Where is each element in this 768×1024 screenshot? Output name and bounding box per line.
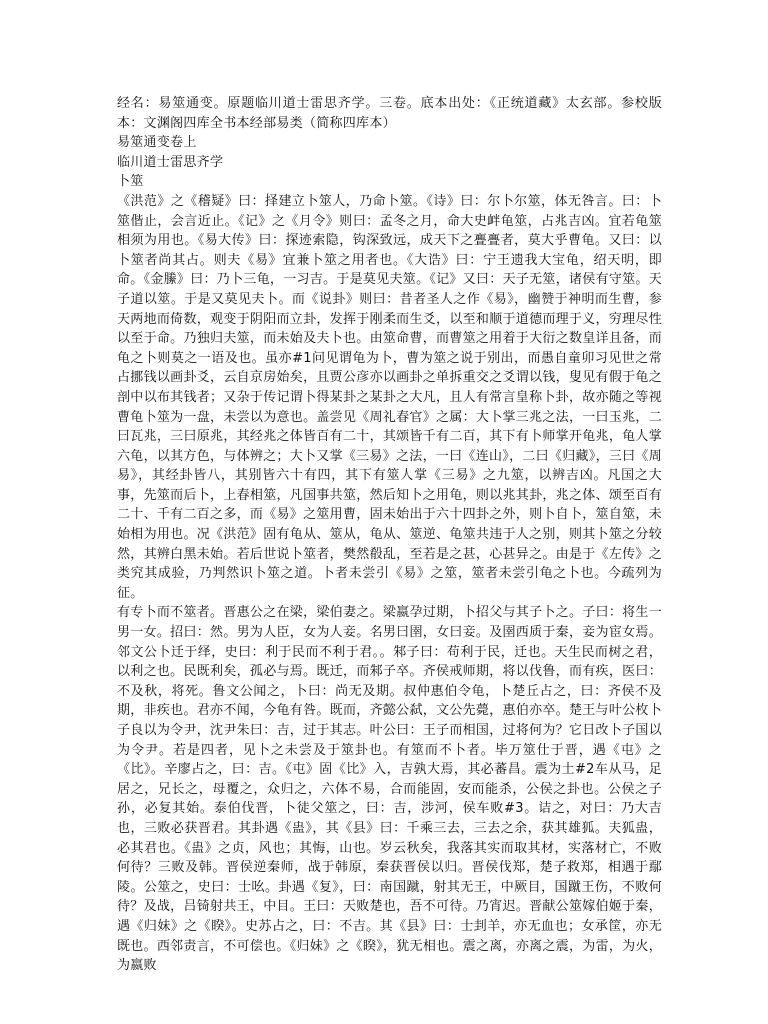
paragraph-2: 有专卜而不筮者。晋惠公之在梁，梁伯妻之。梁嬴孕过期，卜招父与其子卜之。子曰：将生一男一女。招曰：然。男为人臣，女为人妾。名男曰圉，女曰妾。及圉西质于秦，妾为宦女焉。邻文公卜迁于绎，史曰：利于民而不利于君。。邾子曰：苟利于民，迁也。天生民而树之君，以利之也。民既利矣，孤必与焉。既迁，而邾子卒。齐侯戒师期，将以伐鲁，而有疾，医曰：不及秋，将死。鲁文公闻之，卜曰：尚无及期。叔仲惠伯令龟，卜楚丘占之，曰：齐侯不及期，非疾也。君亦不闻，今龟有咎。既而，齐懿公弑，文公先薨，惠伯亦卒。楚王与叶公枚卜子良以为令尹，沈尹朱曰：吉，过于其志。叶公曰：王子而相国，过将何为？它日改卜子国以为令尹。若是四者，见卜之未尝及于筮卦也。有筮而不卜者。毕万筮仕于晋，遇《屯》之《比》。辛廖占之，曰：吉。《屯》固《比》入，吉孰大焉，其必蕃昌。震为土#2车从马，足居之，兄长之，母覆之，众归之，六体不易，合而能固，安而能杀，公侯之卦也。公侯之子孙，必复其始。泰伯伐晋，卜徒父筮之，曰：吉，涉河，侯车败#3。诘之，对曰：乃大吉也，三败必获晋君。其卦遇《蛊》，其《县》曰：千乘三去，三去之余，获其雄狐。夫狐蛊，必其君也。《蛊》之贞，风也；其悔，山也。岁云秋矣，我落其实而取其材，实落材亡，不败何待？三败及韩。晋侯逆秦师，战于韩原，秦获晋侯以归。晋侯伐郑，楚子救郑，相遇于鄢陵。公筮之，史曰：士吆。卦遇《复》，曰：南国蹴，射其无王，中厥目，国蹴王伤，不败何待？及战，吕锜射共王，中目。王曰：天败楚也，吾不可待。乃宵迟。晋献公筮嫁伯姬于秦，遇《归妹》之《睽》。史苏占之，曰：不吉。其《县》曰：士刲羊，亦无血也；女承筐，亦无既也。西邻责言，不可偿也。《归妹》之《睽》，犹无相也。震之离，亦离之震，为雷，为火，为嬴败: [117, 605, 662, 974]
section-title: 卜筮: [117, 174, 144, 190]
author-line: 临川道士雷思齐学: [117, 154, 224, 170]
document-body: [117, 94, 662, 976]
paragraph-1: 《洪范》之《稽疑》曰：择建立卜筮人，乃命卜筮。《诗》曰：尔卜尔筮，体无咎言。曰：卜筮偕止，会言近止。《记》之《月令》则曰：孟冬之月，命大史衅龟筮，占兆吉凶。宜若龟筮相须为用也。《易大传》曰：探迹索隐，钩深致远，成天下之亹亹者，莫大乎曹龟。又曰：以卜筮者尚其占。则夫《易》宜兼卜筮之用者也。《大诰》曰：宁王遗我大宝龟，绍天明，即命。《金縢》曰：乃卜三龟，一习吉。于是莫见夫筮。《记》又曰：天子无筮，诸侯有守筮。天子道以筮。于是又莫见夫卜。而《说卦》则曰：昔者圣人之作《易》，幽赞于神明而生曹，参天两地而倚数，观变于阴阳而立卦，发挥于刚柔而生爻，以至和顺于道德而理于义，穷理尽性以至于命。乃独归夫筮，而未始及夫卜也。由筮命曹，而曹筮之用着于大衍之数皇详且备，而龟之卜则莫之一语及也。虽亦#1问见谓龟为卜，曹为筮之说于别出，而愚自童卯习见世之常占挪钱以画卦爻，云自京房始矣，且贾公彦亦以画卦之单拆重交之爻谓以钱，叟见有假于龟之剖中以布其钱者；又杂于传记谓卜得某卦之某卦之大凡，且人有常言皇称卜卦，故亦随之等视曹龟卜筮为一盘，未尝以为意也。盖尝见《周礼春官》之属：大卜掌三兆之法，一曰玉兆，二曰瓦兆，三曰原兆，其经兆之体皆百有二十，其颂皆千有二百，其下有卜师掌开龟兆，龟人掌六龟，以其方色，与体辨之；大卜又掌《三易》之法，一曰《连山》，二曰《归藏》，三曰《周易》，其经卦皆八，其别皆六十有四，其下有筮人掌《三易》之九筮，以辨吉凶。凡国之大事，先筮而后卜，上春相筮，凡国事共筮，然后知卜之用龟，则以兆其卦，兆之体、颂至百有二十、千有二百之多，而《易》之筮用曹，固未始出于六十四卦之外，则卜自卜，筮自筮，未始相为用也。况《洪范》固有龟从、筮从，龟从、筮逆、龟筮共违于人之别，则其卜筮之分较然，其辨白黑未始。若后世说卜筮者，樊然殽乱，至若是之甚，心甚异之。由是于《左传》之类究其成验，乃判然识卜筮之道。卜者未尝引《易》之筮，筮者未尝引龟之卜也。今疏列为征。: [117, 193, 662, 601]
book-title: 易筮通变卷上: [117, 135, 197, 151]
meta-line: 经名：易筮通变。原题临川道士雷思齐学。三卷。底本出处：《正统道藏》太玄部。参校版本：文渊阁四库全书本经部易类（简称四库本）: [117, 96, 662, 131]
